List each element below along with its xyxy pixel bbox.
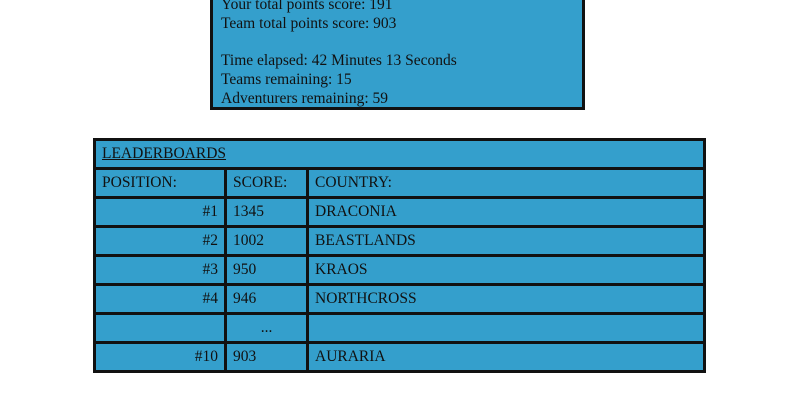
table-row — [95, 227, 705, 256]
country-cell: NORTHCROSS — [308, 285, 705, 314]
ellipsis-cell: ... — [226, 314, 308, 343]
adventurers-remaining-text: Adventurers remaining: 59 — [221, 90, 389, 107]
table-row — [95, 343, 705, 372]
country-cell: DRACONIA — [308, 198, 705, 227]
country-cell: AURARIA — [308, 343, 705, 372]
leaderboard-header-row — [95, 169, 705, 198]
score-cell: 903 — [226, 343, 308, 372]
position-cell — [95, 314, 226, 343]
stats-panel — [210, 0, 585, 110]
score-cell: 950 — [226, 256, 308, 285]
country-header: COUNTRY: — [308, 169, 705, 198]
position-cell: #1 — [95, 198, 226, 227]
country-cell: BEASTLANDS — [308, 227, 705, 256]
leaderboard-title-cell — [95, 140, 705, 169]
team-points-text: Team total points score: 903 — [221, 15, 397, 32]
position-cell: #3 — [95, 256, 226, 285]
time-elapsed-text: Time elapsed: 42 Minutes 13 Seconds — [221, 52, 457, 69]
table-row — [95, 285, 705, 314]
table-row-ellipsis — [95, 314, 705, 343]
position-header: POSITION: — [95, 169, 226, 198]
position-cell: #4 — [95, 285, 226, 314]
country-cell: KRAOS — [308, 256, 705, 285]
stats-spacer — [221, 33, 574, 51]
position-cell: #2 — [95, 227, 226, 256]
table-row — [95, 256, 705, 285]
position-cell: #10 — [95, 343, 226, 372]
score-cell: 1345 — [226, 198, 308, 227]
score-header: SCORE: — [226, 169, 308, 198]
leaderboard-table — [93, 138, 706, 373]
table-row — [95, 198, 705, 227]
your-points-text: Your total points score: 191 — [221, 0, 393, 13]
score-cell: 1002 — [226, 227, 308, 256]
teams-remaining-text: Teams remaining: 15 — [221, 71, 352, 88]
country-cell — [308, 314, 705, 343]
leaderboard-title-row — [95, 140, 705, 169]
leaderboard-title-link[interactable]: LEADERBOARDS — [102, 145, 227, 162]
score-cell: 946 — [226, 285, 308, 314]
